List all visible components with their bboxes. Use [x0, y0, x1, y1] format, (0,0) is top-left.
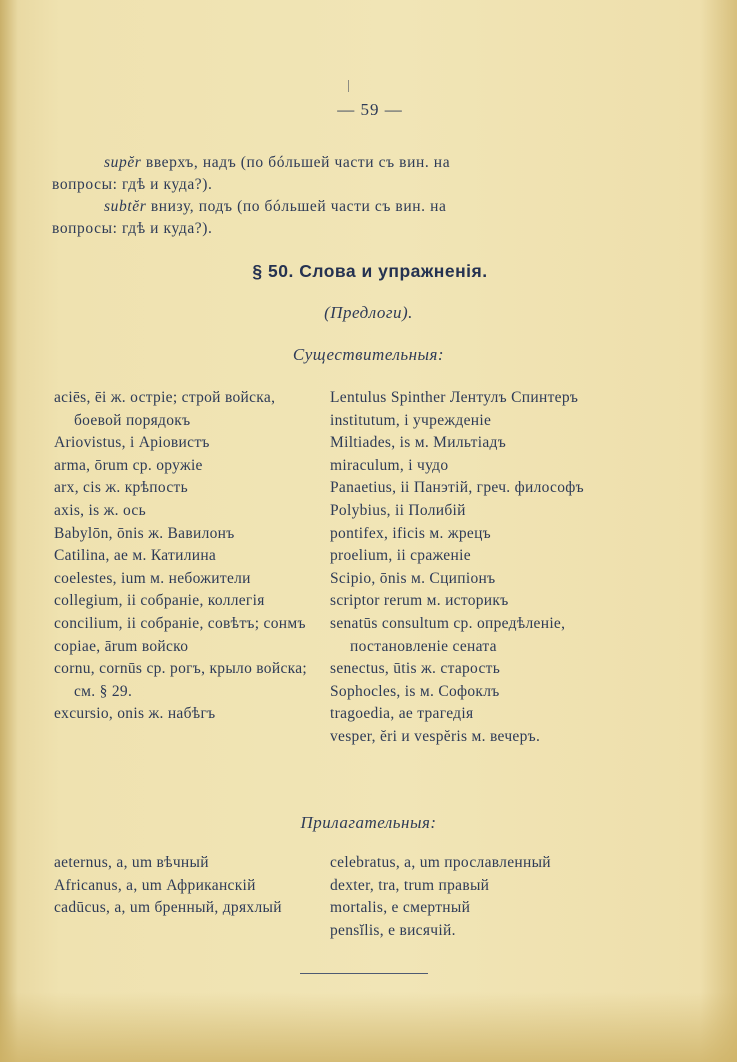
entry: coelestes, ium м. небожители [54, 569, 251, 587]
page-number: — 59 — [337, 100, 403, 119]
entry: proelium, ii сраженіе [330, 547, 471, 565]
entry: institutum, i учрежденіе [330, 411, 492, 429]
entry: aeternus, a, um вѣчный [54, 854, 209, 871]
super-text-1: вверхъ, надъ (по бóльшей части съ вин. на [141, 154, 451, 171]
nouns-left-column [54, 387, 322, 726]
entry: copiae, ārum войско [54, 637, 189, 655]
subter-text-2: вопросы: гдѣ и куда?). [52, 220, 213, 237]
entry: Africanus, a, um Африканскій [54, 876, 256, 894]
entry: dexter, tra, trum правый [330, 876, 490, 894]
entry: axis, is ж. ось [54, 501, 146, 519]
entry: Babylōn, ōnis ж. Вавилонъ [54, 524, 235, 542]
entry: Catilina, ae м. Катилина [54, 547, 217, 565]
subter-text-1: внизу, подъ (по бóльшей части съ вин. на [146, 198, 447, 215]
entry: Sophocles, is м. Софоклъ [330, 682, 500, 700]
entry: pensĭlis, e висячій. [330, 921, 456, 939]
entry: cadūcus, a, um бренный, дряхлый [54, 899, 282, 917]
intro-subter [52, 196, 608, 240]
super-word: supĕr [104, 154, 142, 171]
entry: tragoedia, ae трагедія [330, 705, 474, 723]
entry: Panaetius, ii Панэтій, греч. философъ [330, 479, 584, 497]
entry: scriptor rerum м. историкъ [330, 592, 509, 610]
end-rule [300, 973, 428, 974]
entry: collegium, ii собраніе, коллегія [54, 592, 265, 610]
entry: excursio, onis ж. набѣгъ [54, 705, 216, 723]
entry: Ariovistus, i Аріовистъ [54, 434, 210, 452]
entry: mortalis, e смертный [330, 899, 471, 917]
entry: cornu, cornūs ср. рогъ, крыло войска; см. § 29. [54, 660, 308, 700]
entry: Scipio, ōnis м. Сципіонъ [330, 569, 496, 587]
adjectives-right-column [330, 852, 595, 942]
entry: aciēs, ēi ж. остріе; строй войска, боевой порядокъ [54, 389, 276, 429]
entry: senectus, ūtis ж. старость [330, 660, 501, 678]
nouns-right-column [330, 387, 595, 749]
entry: arx, cis ж. крѣпость [54, 479, 188, 497]
section-subtitle: (Предлоги). [324, 303, 413, 322]
entry: concilium, ii собраніе, совѣтъ; сонмъ [54, 614, 306, 632]
entry: pontifex, ificis м. жрецъ [330, 524, 491, 542]
nouns-heading: Существительныя: [292, 345, 445, 364]
entry: arma, ōrum ср. оружіе [54, 456, 203, 474]
entry: vesper, ĕri и vespĕris м. вечеръ. [330, 727, 541, 745]
entry: miraculum, i чудо [330, 456, 449, 474]
entry: Polybius, ii Полибій [330, 501, 466, 519]
entry: senatūs consultum ср. опредѣленіе, постановленіе сената [330, 614, 566, 655]
entry: Lentulus Spinther Лентулъ Спинтеръ [330, 389, 579, 406]
entry: Miltiades, is м. Мильтіадъ [330, 434, 507, 452]
super-text-2: вопросы: гдѣ и куда?). [52, 176, 213, 193]
section-title: § 50. Слова и упражненія. [252, 261, 488, 281]
entry: celebratus, a, um прославленный [330, 854, 551, 871]
adjectives-left-column [54, 852, 322, 920]
adjectives-heading: Прилагательныя: [300, 813, 437, 832]
subter-word: subtĕr [104, 198, 147, 215]
top-mark [348, 80, 349, 92]
intro-super [52, 152, 608, 196]
